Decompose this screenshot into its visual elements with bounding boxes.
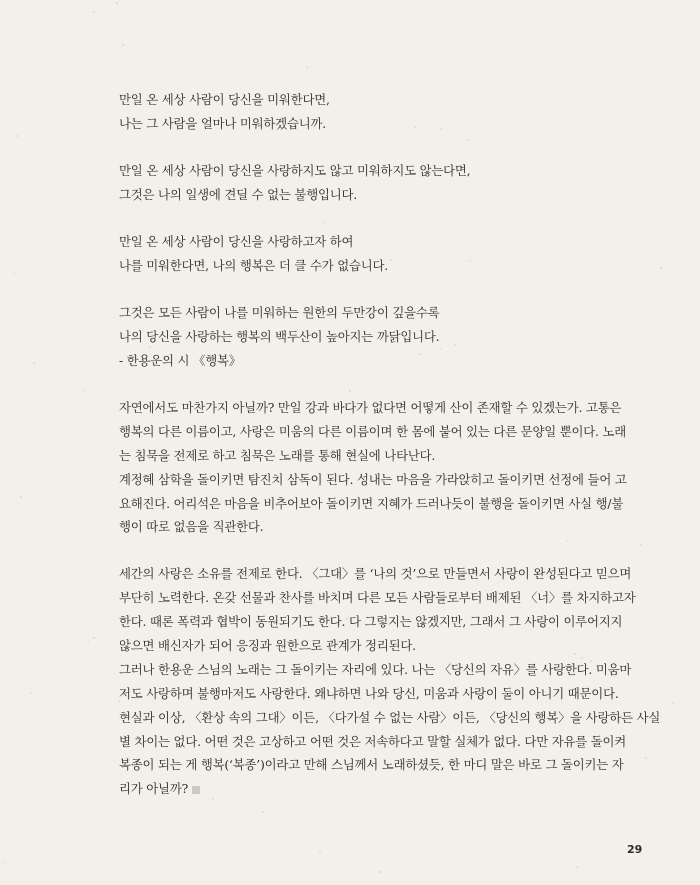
poem-line: 만일 온 세상 사람이 당신을 사랑하고자 하여 — [119, 234, 354, 249]
poem-quote — [119, 88, 649, 373]
poem-line: 그것은 나의 일생에 견딜 수 없는 불행입니다. — [119, 187, 358, 202]
paper-speck — [2, 861, 4, 863]
poem-line: 만일 온 세상 사람이 당신을 사랑하지도 않고 미워하지도 않는다면, — [119, 163, 471, 178]
essay-line: 자연에서도 마찬가지 아닐까? 만일 강과 바다가 없다면 어떻게 산이 존재할 수 있겠는가. 고통은 — [119, 400, 622, 415]
page-number: 29 — [627, 843, 643, 856]
paper-speck — [661, 1, 662, 2]
paper-speck — [84, 390, 86, 392]
poem-attribution: - 한용운의 시 《행복》 — [119, 353, 241, 368]
paper-speck — [379, 871, 381, 873]
paper-speck — [584, 839, 585, 840]
paper-speck — [78, 288, 79, 289]
paper-speck — [434, 75, 435, 76]
paper-speck — [71, 399, 73, 401]
poem-line: 그것은 모든 사람이 나를 미워하는 원한의 두만강이 깊을수록 — [119, 305, 440, 320]
paper-speck — [56, 126, 57, 127]
essay-last-line — [119, 777, 649, 801]
poem-stanza — [119, 230, 649, 278]
paper-speck — [93, 637, 95, 639]
paper-speck — [672, 702, 674, 704]
paper-speck — [385, 21, 386, 22]
paper-speck — [669, 536, 670, 537]
paper-speck — [116, 2, 118, 4]
essay-paragraph — [119, 396, 649, 539]
paper-speck — [204, 878, 205, 879]
essay-line: 는 침묵을 전제로 하고 침묵은 노래를 통해 현실에 나타난다. — [119, 447, 436, 463]
essay-line: 그러나 한용운 스님의 노래는 그 돌이키는 자리에 있다. 나는 〈당신의 자유〉를 사랑한다. 미움마 — [119, 661, 632, 677]
paper-speck — [33, 362, 35, 364]
paper-speck — [455, 6, 456, 7]
paper-speck — [30, 692, 32, 694]
essay-line: 별 차이는 없다. 어떤 것은 고상하고 어떤 것은 저속하다고 말할 실체가 없다. 다만 자유를 돌이켜 — [119, 733, 627, 749]
paper-speck — [74, 436, 75, 437]
paper-speck — [39, 225, 40, 226]
paper-speck — [122, 44, 124, 46]
essay-line: 않으면 배신자가 되어 응징과 원한으로 관계가 정리된다. — [119, 638, 416, 654]
paper-speck — [49, 142, 50, 143]
essay-line-text: 리가 아닐까? — [119, 781, 189, 797]
paper-speck — [13, 272, 15, 274]
poem-line: 만일 온 세상 사람이 당신을 미워한다면, — [119, 92, 330, 107]
paper-speck — [94, 197, 95, 198]
poem-stanza — [119, 88, 649, 136]
poem-line: 나는 그 사람을 얼마나 미워하겠습니까. — [119, 116, 327, 131]
end-mark-icon — [192, 786, 200, 794]
paper-speck — [117, 32, 118, 33]
paper-speck — [617, 834, 618, 835]
paper-speck — [490, 12, 491, 13]
essay-line: 현실과 이상, 〈환상 속의 그대〉이든, 〈다가설 수 없는 사람〉이든, 〈당신의 행복〉을 사랑하든 사실 — [119, 709, 661, 725]
paper-speck — [0, 428, 1, 429]
paper-speck — [53, 775, 54, 776]
paper-speck — [185, 841, 186, 842]
essay-line: 계정혜 삼학을 돌이키면 탐진치 삼독이 된다. 성내는 마음을 가라앉히고 돌이키면 선정에 들어 고 — [119, 471, 627, 487]
paper-speck — [16, 135, 18, 137]
essay-line: 행이 따로 없음을 직관한다. — [119, 519, 264, 535]
paper-speck — [306, 66, 308, 68]
poem-stanza — [119, 301, 649, 373]
paper-speck — [36, 324, 37, 325]
paper-speck — [103, 147, 104, 148]
paper-speck — [44, 312, 45, 313]
poem-stanza — [119, 159, 649, 207]
paper-speck — [88, 641, 90, 643]
essay-line: 저도 사랑하며 불행마저도 사랑한다. 왜냐하면 나와 당신, 미움과 사랑이 둘이 아니기 때문이다. — [119, 685, 619, 701]
paper-speck — [457, 67, 458, 68]
essay-paragraph — [119, 562, 661, 801]
poem-line: 나의 당신을 사랑하는 행복의 백두산이 높아지는 까닭입니다. — [119, 329, 440, 344]
paper-speck — [660, 267, 662, 269]
paper-speck — [319, 851, 321, 853]
essay-line: 부단히 노력한다. 온갖 선물과 찬사를 바치며 다른 모든 사람들로부터 배제된 〈너〉를 차지하고자 — [119, 590, 636, 606]
paper-speck — [118, 867, 119, 868]
paper-speck — [9, 215, 10, 216]
paper-speck — [576, 866, 578, 868]
paper-speck — [87, 698, 89, 700]
essay-body — [119, 396, 661, 801]
page-content — [119, 88, 661, 824]
paper-speck — [167, 834, 168, 835]
essay-line: 세간의 사랑은 소유를 전제로 한다. 〈그대〉를 ‘나의 것’으로 만들면서 사랑이 완성된다고 믿으며 — [119, 566, 632, 582]
essay-line: 한다. 때론 폭력과 협박이 동원되기도 한다. 다 그렇지는 않겠지만, 그래서 그 사랑이 이루어지지 — [119, 614, 623, 630]
paper-speck — [343, 45, 344, 46]
paper-speck — [35, 309, 36, 310]
essay-line: 요해진다. 어리석은 마음을 비추어보아 돌이키면 지혜가 드러나듯이 불행을 돌이키면 사실 행/불 — [119, 495, 624, 511]
paper-speck — [264, 79, 266, 81]
essay-line: 행복의 다른 이름이고, 사랑은 미움의 다른 이름이며 한 몸에 붙어 있는 다른 문양일 뿐이다. 노래 — [119, 423, 627, 439]
essay-line: 복종이 되는 게 행복(‘복종’)이라고 만해 스님께서 노래하셨듯, 한 마디 말은 바로 그 돌이키는 자 — [119, 757, 624, 773]
paper-speck — [93, 11, 95, 13]
paper-speck — [664, 285, 665, 286]
paper-speck — [367, 829, 368, 830]
poem-line: 나를 미워한다면, 나의 행복은 더 클 수가 없습니다. — [119, 258, 389, 273]
paper-speck — [667, 452, 668, 453]
paper-speck — [20, 496, 22, 498]
paper-speck — [230, 24, 231, 25]
paper-speck — [673, 786, 674, 787]
